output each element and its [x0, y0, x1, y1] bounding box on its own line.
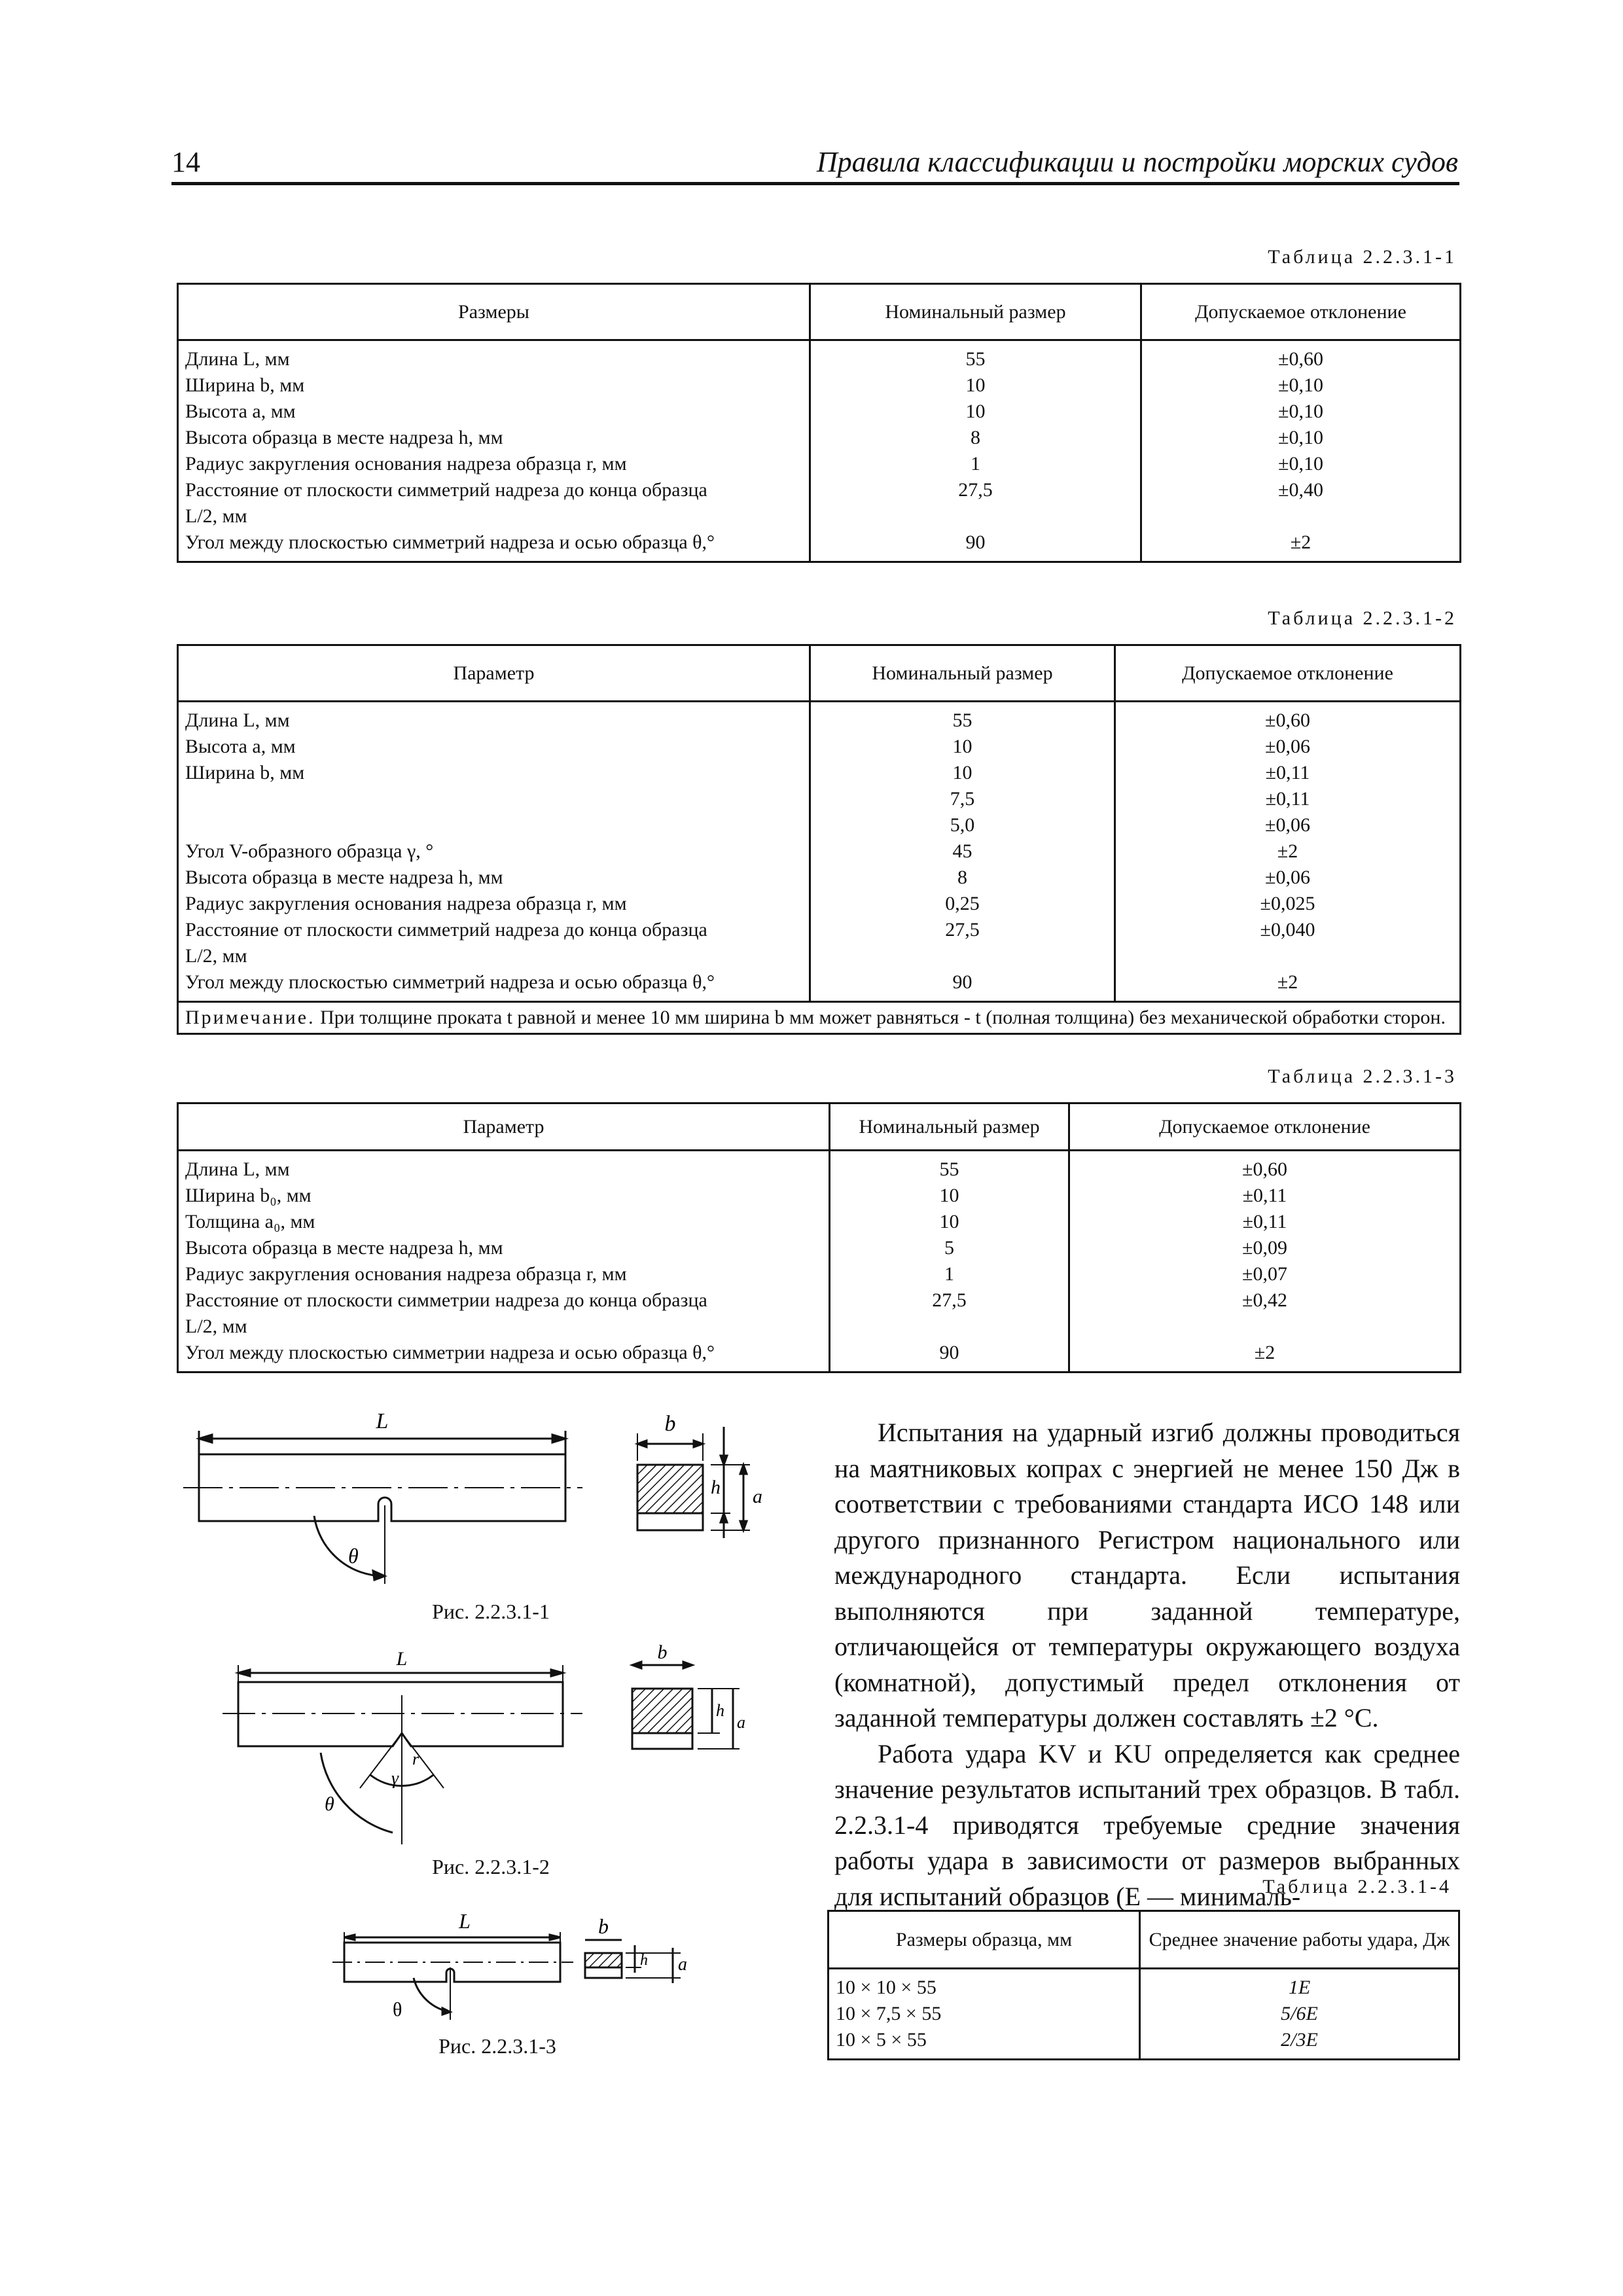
table3-tolerance: ±0,11 — [1242, 1185, 1287, 1206]
table1-tolerance — [1149, 503, 1453, 529]
table3-tolerance: ±0,42 — [1242, 1289, 1287, 1311]
table1-nominal: 27,5 — [958, 479, 993, 501]
table2-param: Угол V-образного образца γ, ° — [185, 840, 434, 862]
section-hatched — [632, 1689, 692, 1733]
table3-nominal: 27,5 — [932, 1289, 967, 1311]
table1-param: Расстояние от плоскости симметрий надреза до конца образца — [185, 479, 707, 501]
table2-tolerance: ±0,06 — [1265, 736, 1310, 757]
label-L: L — [376, 1409, 389, 1433]
table1-nominal: 10 — [965, 401, 986, 422]
label-b: b — [598, 1914, 609, 1938]
section-hatched — [637, 1465, 703, 1513]
table4-size: 10 × 7,5 × 55 — [836, 2003, 942, 2024]
label-a: a — [753, 1486, 762, 1507]
table3-nominal: 55 — [939, 1158, 959, 1180]
table3-caption: Таблица 2.2.3.1-3 — [1268, 1066, 1457, 1087]
table2-tolerance: ±2 — [1277, 971, 1298, 993]
theta-arc — [414, 1978, 450, 2012]
table4-header-size: Размеры образца, мм — [829, 1911, 1140, 1969]
arrowhead — [550, 1935, 560, 1940]
table3-nominal: 1 — [944, 1263, 954, 1285]
table3-nominal: 90 — [939, 1342, 959, 1363]
table3-nominal-column — [830, 1151, 1069, 1372]
section-hatched — [585, 1953, 622, 1967]
table1-param: Угол между плоскостью симметрий надреза и осью образца θ,° — [185, 531, 715, 553]
table2-tolerance: ±0,040 — [1260, 919, 1315, 941]
label-a: a — [737, 1713, 745, 1732]
body-text — [834, 1415, 1460, 1914]
arrowhead — [551, 1670, 563, 1676]
table1-param-column — [178, 340, 810, 562]
label-gamma: γ — [391, 1768, 399, 1789]
table4-header-energy: Среднее значение работы удара, Дж — [1140, 1911, 1459, 1969]
arrowhead — [552, 1435, 565, 1443]
table2-nominal: 27,5 — [945, 919, 980, 941]
table2-tolerance: ±0,11 — [1265, 762, 1310, 783]
figure-3-drawing — [327, 1905, 733, 2029]
table2-tolerance-column — [1115, 702, 1461, 1002]
table2-tolerance: ±0,11 — [1265, 788, 1310, 810]
table3-param: Радиус закругления основания надреза образца r, мм — [185, 1263, 627, 1285]
table3-tolerance: ±0,07 — [1242, 1263, 1287, 1285]
table2-tolerance: ±2 — [1277, 840, 1298, 862]
table2-param: Длина L, мм — [185, 709, 290, 731]
table1-header-tolerance: Допускаемое отклонение — [1141, 284, 1461, 340]
table4-energy: 2/3E — [1281, 2029, 1318, 2051]
table4-size-column — [829, 1969, 1140, 2060]
table3-param: Ширина b₀, мм — [185, 1185, 312, 1206]
table1-tolerance: ±0,40 — [1278, 479, 1323, 501]
arrowhead — [442, 2008, 450, 2015]
table2-note — [178, 1002, 1461, 1034]
arrowhead — [683, 1662, 692, 1668]
table3-header-nominal: Номинальный размер — [830, 1103, 1069, 1151]
label-r: r — [412, 1749, 419, 1768]
table1-tolerance: ±0,10 — [1278, 401, 1323, 422]
table2-param: Высота образца в месте надреза h, мм — [185, 867, 503, 888]
table4-energy: 1E — [1288, 1977, 1311, 1998]
table1-nominal: 10 — [965, 374, 986, 396]
table1-header-nominal: Номинальный размер — [810, 284, 1141, 340]
table2-tolerance: ±0,025 — [1260, 893, 1315, 914]
table3-nominal: 5 — [944, 1237, 954, 1259]
running-title: Правила классификации и постройки морских судов — [816, 146, 1458, 178]
label-h: h — [716, 1701, 724, 1720]
notch-flank-line — [402, 1733, 444, 1788]
table1-param: Высота образца в месте надреза h, мм — [185, 427, 503, 448]
table2-nominal: 7,5 — [950, 788, 975, 810]
table3-nominal: 10 — [939, 1185, 959, 1206]
label-L: L — [396, 1648, 408, 1670]
body-paragraph-2: Работа удара KV и KU определяется как среднее значение результатов испытаний трех образцов. В табл. 2.2.3.1-4 приводятся требуемые средние значения работы удара в зависимости от размеров выбранных для испытаний образцов (E — минималь- — [834, 1738, 1460, 1911]
table1-nominal: 1 — [971, 453, 980, 475]
table1 — [177, 283, 1461, 563]
arrowhead — [637, 1441, 647, 1447]
table2-tolerance: ±0,06 — [1265, 867, 1310, 888]
table3-header-tolerance: Допускаемое отклонение — [1069, 1103, 1461, 1151]
table4-energy-column — [1140, 1969, 1459, 2060]
table1-nominal: 90 — [965, 531, 986, 553]
figure-1-drawing — [177, 1407, 805, 1604]
figure-2-drawing — [216, 1636, 779, 1852]
table2-nominal: 10 — [952, 762, 972, 783]
arrowhead — [721, 1513, 727, 1522]
table3-tolerance: ±0,60 — [1242, 1158, 1287, 1180]
table4-energy: 5/6E — [1281, 2003, 1318, 2024]
arrowhead — [632, 1662, 641, 1668]
table1-tolerance: ±0,10 — [1278, 374, 1323, 396]
arrowhead — [694, 1441, 703, 1447]
table2-param: Ширина b, мм — [185, 762, 305, 783]
table2-nominal-column — [810, 702, 1115, 1002]
header-rule — [171, 182, 1459, 185]
label-L: L — [459, 1909, 471, 1933]
table2-nominal: 45 — [952, 840, 972, 862]
arrowhead — [199, 1435, 212, 1443]
label-b: b — [664, 1412, 676, 1436]
table3-header-parameter: Параметр — [178, 1103, 830, 1151]
table2-nominal: 5,0 — [950, 814, 975, 836]
table3 — [177, 1102, 1461, 1373]
table1-param: L/2, мм — [185, 505, 247, 527]
table3-tolerance: ±0,09 — [1242, 1237, 1287, 1259]
table1-param: Высота a, мм — [185, 401, 296, 422]
theta-arc — [321, 1753, 393, 1833]
table2 — [177, 644, 1461, 1035]
table1-caption: Таблица 2.2.3.1-1 — [1268, 246, 1457, 268]
body-paragraph-1: Испытания на ударный изгиб должны проводиться на маятниковых копрах с энергией не менее 150 Дж в соответствии с требованиями стандарта ИСО 148 или другого признанного Регистром национального или международного стандарта. Если испытания выполняются при заданной температуре, отличающейся от температуры окружающего воздуха (комнатной), допустимый предел отклонения от заданной температуры должен составлять ±2 °C. — [834, 1418, 1460, 1732]
label-a: a — [678, 1954, 687, 1975]
table4-caption: Таблица 2.2.3.1-4 — [1262, 1876, 1452, 1897]
table2-caption: Таблица 2.2.3.1-2 — [1268, 607, 1457, 629]
table2-param: Радиус закругления основания надреза образца r, мм — [185, 893, 627, 914]
table1-param: Длина L, мм — [185, 348, 290, 370]
table2-note-text: При толщине проката t равной и менее 10 мм ширина b мм может равняться - t (полная толщина) без механической обработки сторон. — [320, 1007, 1446, 1028]
table1-tolerance: ±0,60 — [1278, 348, 1323, 370]
table3-param: Угол между плоскостью симметрии надреза и осью образца θ,° — [185, 1342, 715, 1363]
table1-nominal: 55 — [965, 348, 986, 370]
table1-tolerance: ±0,10 — [1278, 453, 1323, 475]
table3-param: Расстояние от плоскости симметрии надреза до конца образца — [185, 1289, 707, 1311]
table2-param: L/2, мм — [185, 945, 247, 967]
figure-1-caption: Рис. 2.2.3.1-1 — [432, 1600, 550, 1623]
table2-header-parameter: Параметр — [178, 645, 810, 702]
table4 — [827, 1910, 1460, 2060]
table1-param: Ширина b, мм — [185, 374, 305, 396]
table2-nominal: 8 — [957, 867, 967, 888]
table2-nominal: 55 — [952, 709, 972, 731]
table3-param: Толщина a₀, мм — [185, 1211, 315, 1232]
table2-param: Высота a, мм — [185, 736, 296, 757]
arrowhead — [740, 1521, 747, 1530]
table3-param: Высота образца в месте надреза h, мм — [185, 1237, 503, 1259]
table2-tolerance: ±0,60 — [1265, 709, 1310, 731]
table1-param: Радиус закругления основания надреза образца r, мм — [185, 453, 627, 475]
table2-nominal: 10 — [952, 736, 972, 757]
table1-nominal: 8 — [971, 427, 980, 448]
table3-param: L/2, мм — [185, 1316, 247, 1337]
table3-nominal — [837, 1314, 1061, 1340]
table2-header-tolerance: Допускаемое отклонение — [1115, 645, 1461, 702]
figure-2-caption: Рис. 2.2.3.1-2 — [432, 1855, 550, 1878]
label-theta: θ — [348, 1544, 359, 1568]
table3-tolerance-column — [1069, 1151, 1461, 1372]
label-theta: θ — [393, 1999, 402, 2020]
label-h: h — [711, 1477, 721, 1498]
table2-header-nominal: Номинальный размер — [810, 645, 1115, 702]
arrowhead — [721, 1456, 727, 1465]
table2-tolerance — [1122, 943, 1453, 969]
table1-tolerance: ±2 — [1290, 531, 1311, 553]
arrowhead — [344, 1935, 355, 1940]
table1-header-dimensions: Размеры — [178, 284, 810, 340]
table3-tolerance: ±0,11 — [1242, 1211, 1287, 1232]
label-h: h — [640, 1952, 648, 1969]
table2-param: Расстояние от плоскости симметрий надреза до конца образца — [185, 919, 707, 941]
table3-param-column — [178, 1151, 830, 1372]
table2-param-column — [178, 702, 810, 1002]
arrowhead — [740, 1465, 747, 1474]
page-number: 14 — [171, 146, 200, 178]
table2-note-label: Примечание. — [185, 1007, 315, 1028]
table3-tolerance: ±2 — [1254, 1342, 1275, 1363]
table3-param: Длина L, мм — [185, 1158, 290, 1180]
arrowhead — [238, 1670, 250, 1676]
table1-nominal — [817, 503, 1133, 529]
figure-3-caption: Рис. 2.2.3.1-3 — [438, 2034, 556, 2058]
table1-nominal-column — [810, 340, 1141, 562]
table3-nominal: 10 — [939, 1211, 959, 1232]
table2-nominal — [817, 943, 1107, 969]
table1-tolerance: ±0,10 — [1278, 427, 1323, 448]
table1-tolerance-column — [1141, 340, 1461, 562]
table2-param — [185, 786, 802, 812]
table4-size: 10 × 10 × 55 — [836, 1977, 936, 1998]
label-b: b — [657, 1641, 668, 1663]
label-theta: θ — [325, 1793, 334, 1815]
table4-size: 10 × 5 × 55 — [836, 2029, 927, 2051]
table2-nominal: 0,25 — [945, 893, 980, 914]
table2-param: Угол между плоскостью симметрий надреза и осью образца θ,° — [185, 971, 715, 993]
table2-param — [185, 812, 802, 838]
table2-tolerance: ±0,06 — [1265, 814, 1310, 836]
table3-tolerance — [1077, 1314, 1453, 1340]
arrowhead — [373, 1571, 385, 1580]
table2-nominal: 90 — [952, 971, 972, 993]
